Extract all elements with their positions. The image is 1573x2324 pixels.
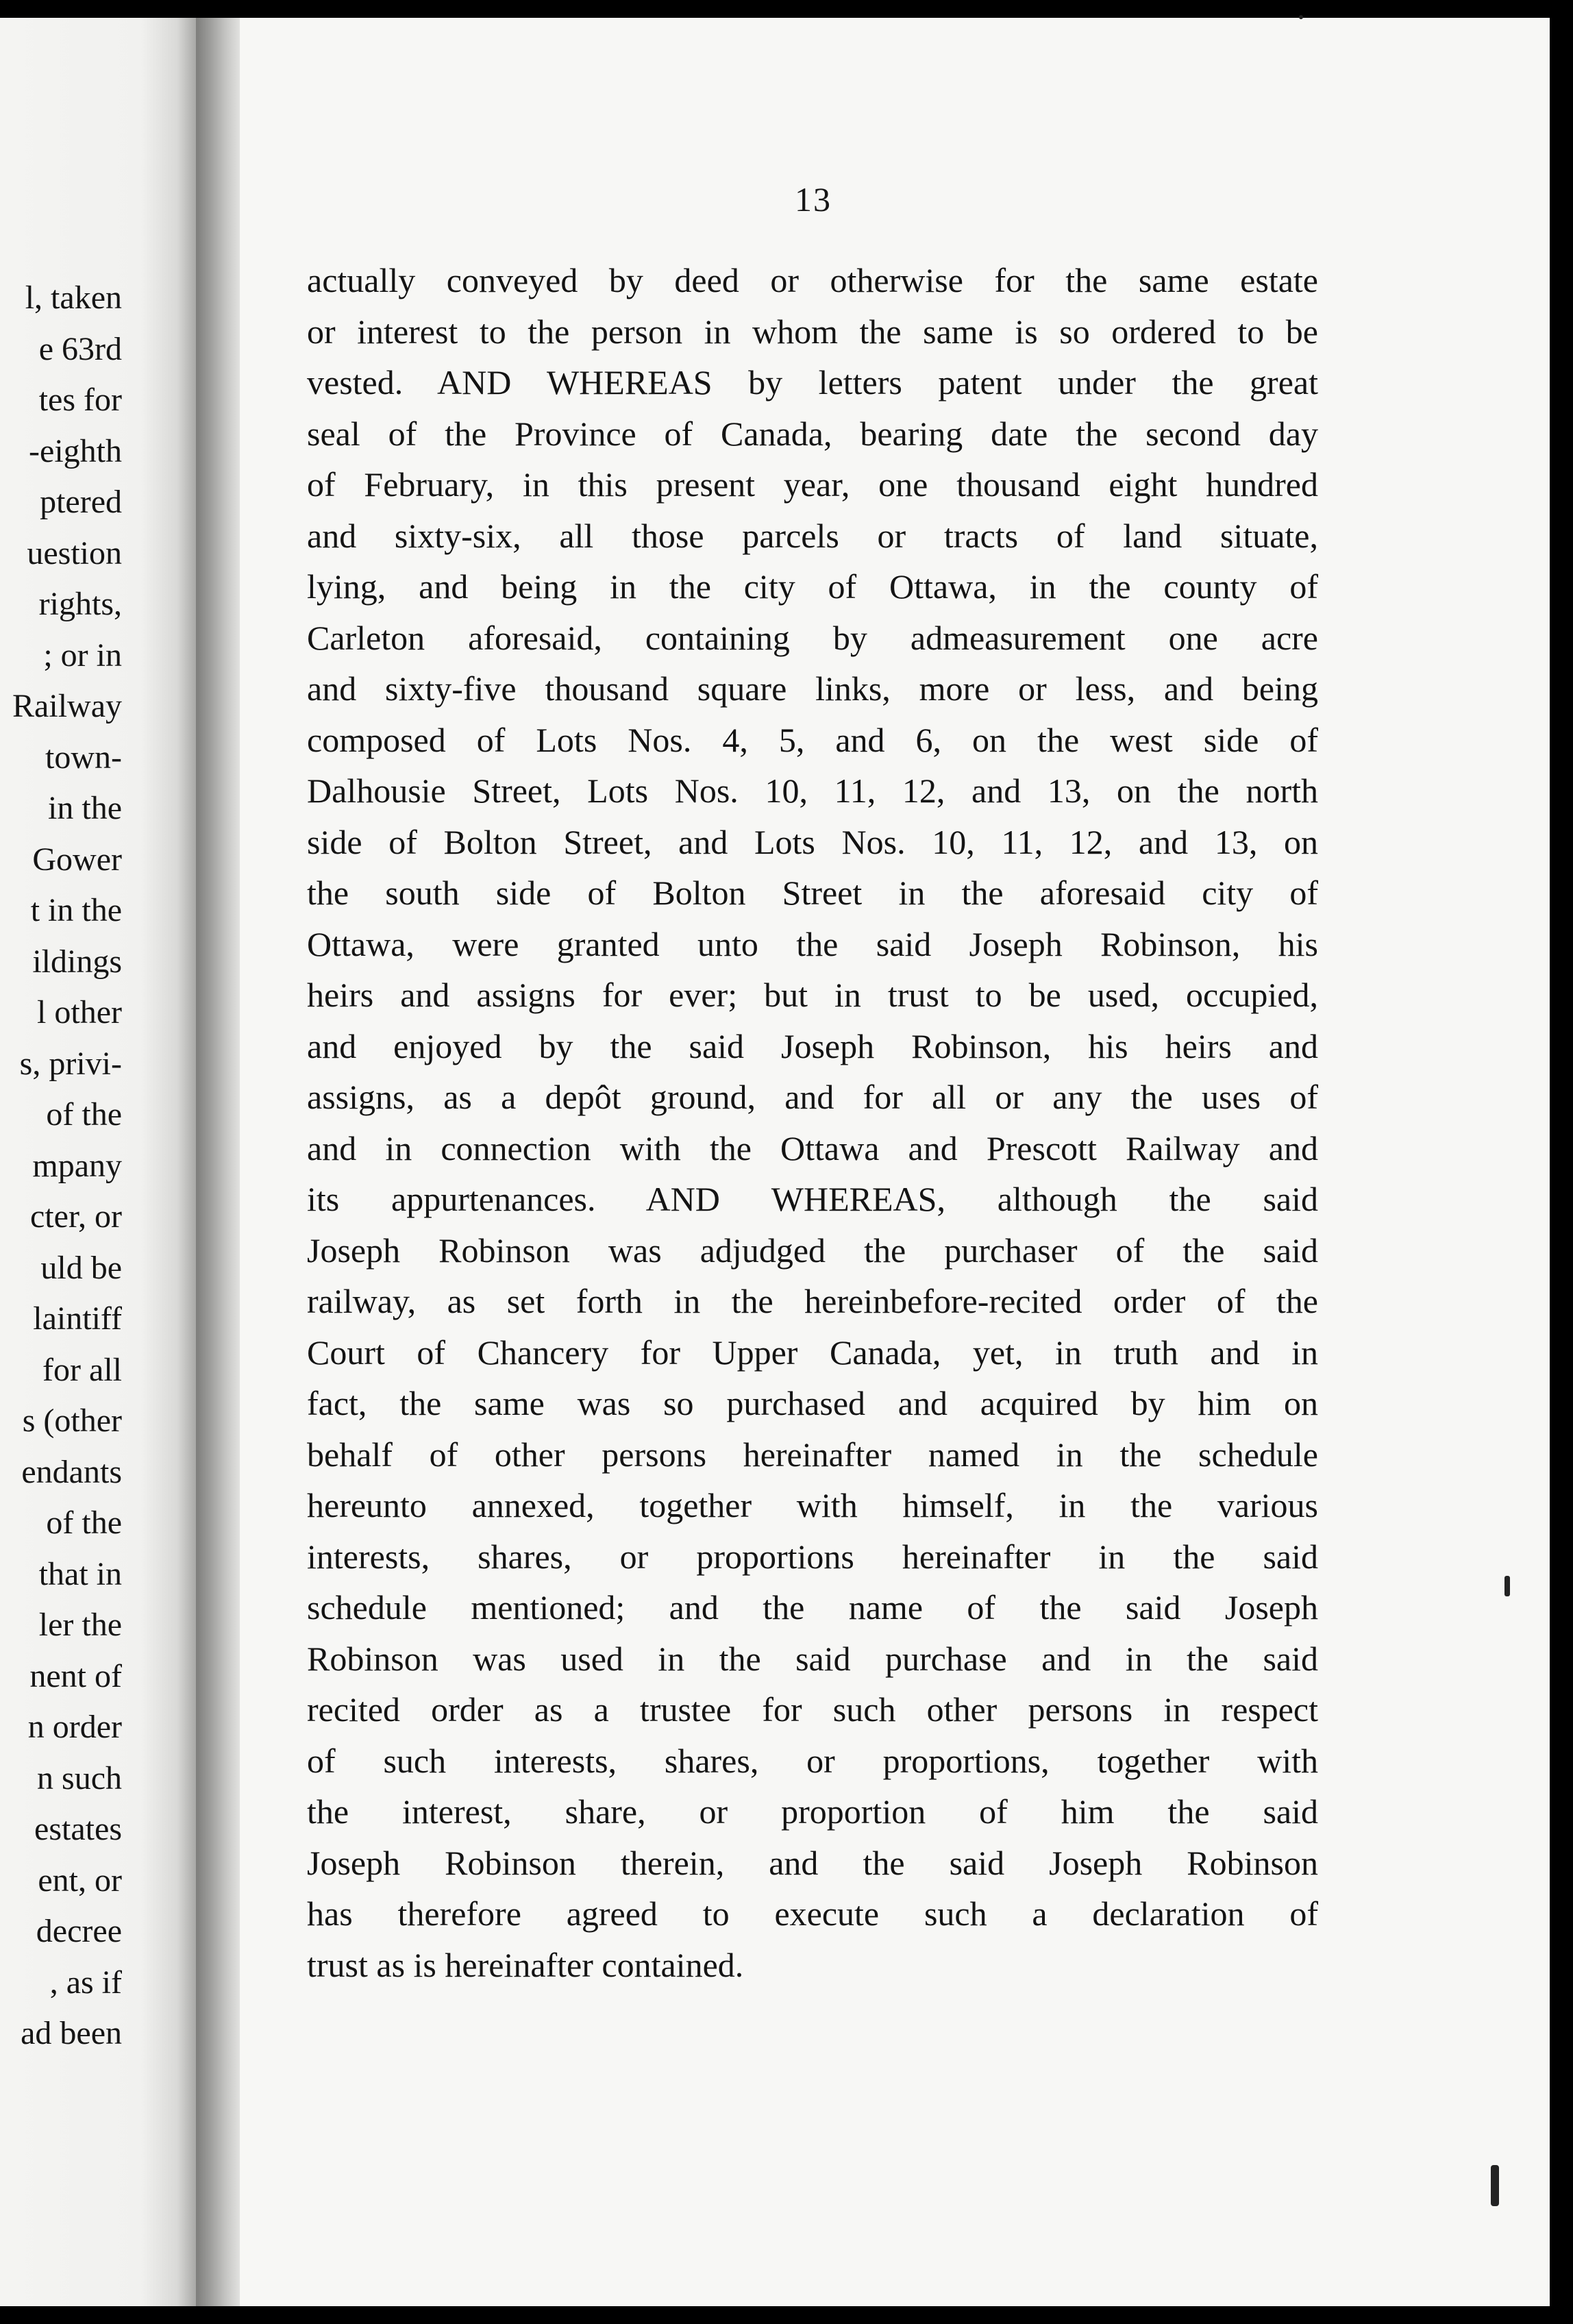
body-text-line: trust as is hereinafter contained. [307,1945,744,1984]
left-page-line: n order [27,1709,122,1745]
body-text-line: and enjoyed by the said Joseph Robinson, his heirs and [307,1026,1318,1065]
left-facing-page [0,18,201,2306]
left-page-text [12,273,122,2060]
body-text-line: railway, as set forth in the hereinbefore-recited order of the [307,1282,1318,1320]
left-page-line: ler the [38,1607,122,1643]
left-page-line: , as if [49,1964,122,2001]
left-page-line: in the [48,790,122,826]
left-page-line: uld be [40,1249,122,1286]
body-text-line: heirs and assigns for ever; but in trust to be used, occupied, [307,976,1318,1014]
left-page-line: s, privi- [19,1045,122,1082]
left-page-line: laintiff [33,1300,122,1337]
body-text-line: composed of Lots Nos. 4, 5, and 6, on the west side of [307,720,1318,759]
left-page-line: that in [38,1555,122,1592]
body-text-line: behalf of other persons hereinafter named in the schedule [307,1435,1318,1474]
body-text-line: its appurtenances. AND WHEREAS, although the said [307,1180,1318,1218]
left-page-line: ptered [40,484,122,520]
body-text-line: and sixty-five thousand square links, more or less, and being [307,669,1318,708]
left-page-line: ent, or [38,1862,122,1899]
left-page-line: l other [37,994,122,1030]
body-text-line: Joseph Robinson was adjudged the purchaser of the said [307,1231,1318,1270]
page-body-text [307,255,1318,1990]
body-text-line: and in connection with the Ottawa and Prescott Railway and [307,1128,1318,1167]
body-text-line: Ottawa, were granted unto the said Joseph Robinson, his [307,924,1318,963]
body-text-line: Court of Chancery for Upper Canada, yet, in truth and in [307,1333,1318,1372]
left-page-line: Gower [32,841,122,878]
body-text-line: Joseph Robinson therein, and the said Joseph Robinson [307,1843,1318,1882]
body-text-line: of February, in this present year, one thousand eight hundred [307,465,1318,504]
scan-speck [1491,2165,1499,2206]
body-text-line: of such interests, shares, or proportions, together with [307,1741,1318,1780]
left-page-line: ; or in [43,636,122,673]
left-page-line: cter, or [30,1198,122,1235]
left-page-line: t in the [30,892,122,928]
left-page-line: of the [46,1505,122,1541]
left-page-line: n such [37,1759,122,1796]
body-text-line: Dalhousie Street, Lots Nos. 10, 11, 12, and 13, on the north [307,771,1318,810]
body-text-line: fact, the same was so purchased and acquired by him on [307,1384,1318,1422]
left-page-line: for all [42,1351,122,1388]
body-text-line: the interest, share, or proportion of him the said [307,1792,1318,1831]
left-page-line: mpany [32,1147,122,1184]
right-scan-edge [1550,18,1573,2306]
left-page-line: nent of [29,1657,122,1694]
body-text-line: seal of the Province of Canada, bearing date the second day [307,414,1318,453]
body-text-line: and sixty-six, all those parcels or tracts of land situate, [307,516,1318,555]
left-page-line: Railway [12,688,122,724]
body-text-line: has therefore agreed to execute such a declaration of [307,1894,1318,1933]
body-text-line: recited order as a trustee for such other persons in respect [307,1690,1318,1729]
body-text-line: vested. AND WHEREAS by letters patent under the great [307,363,1318,401]
left-page-line: s (other [22,1402,122,1439]
body-text-line: lying, and being in the city of Ottawa, in the county of [307,567,1318,606]
book-gutter-shadow [196,18,244,2306]
body-text-line: schedule mentioned; and the name of the said Joseph [307,1588,1318,1627]
left-page-line: ildings [32,943,122,980]
scan-speck [1299,15,1303,19]
body-text-line: actually conveyed by deed or otherwise for the same estate [307,261,1318,299]
body-text-line: side of Bolton Street, and Lots Nos. 10, 11, 12, and 13, on [307,822,1318,861]
left-page-line: l, taken [25,280,122,316]
page-number: 13 [795,180,832,219]
body-text-line: assigns, as a depôt ground, and for all or any the uses of [307,1078,1318,1116]
left-page-line: rights, [38,586,122,622]
body-text-line: the south side of Bolton Street in the aforesaid city of [307,874,1318,912]
body-text-line: Carleton aforesaid, containing by admeasurement one acre [307,618,1318,657]
left-page-line: of the [46,1096,122,1133]
left-page-line: -eighth [29,432,122,469]
left-page-line: ad been [21,2015,122,2051]
left-page-line: decree [36,1913,122,1949]
scan-speck [1504,1576,1510,1596]
left-page-line: e 63rd [38,330,122,367]
body-text-line: hereunto annexed, together with himself, in the various [307,1486,1318,1524]
body-text-line: interests, shares, or proportions hereinafter in the said [307,1537,1318,1576]
left-page-line: tes for [38,382,122,418]
body-text-line: Robinson was used in the said purchase and in the said [307,1639,1318,1678]
left-page-line: uestion [27,534,122,571]
left-page-line: town- [45,739,122,776]
left-page-line: estates [34,1811,122,1847]
left-page-line: endants [21,1453,122,1490]
body-text-line: or interest to the person in whom the same is so ordered to be [307,312,1318,351]
